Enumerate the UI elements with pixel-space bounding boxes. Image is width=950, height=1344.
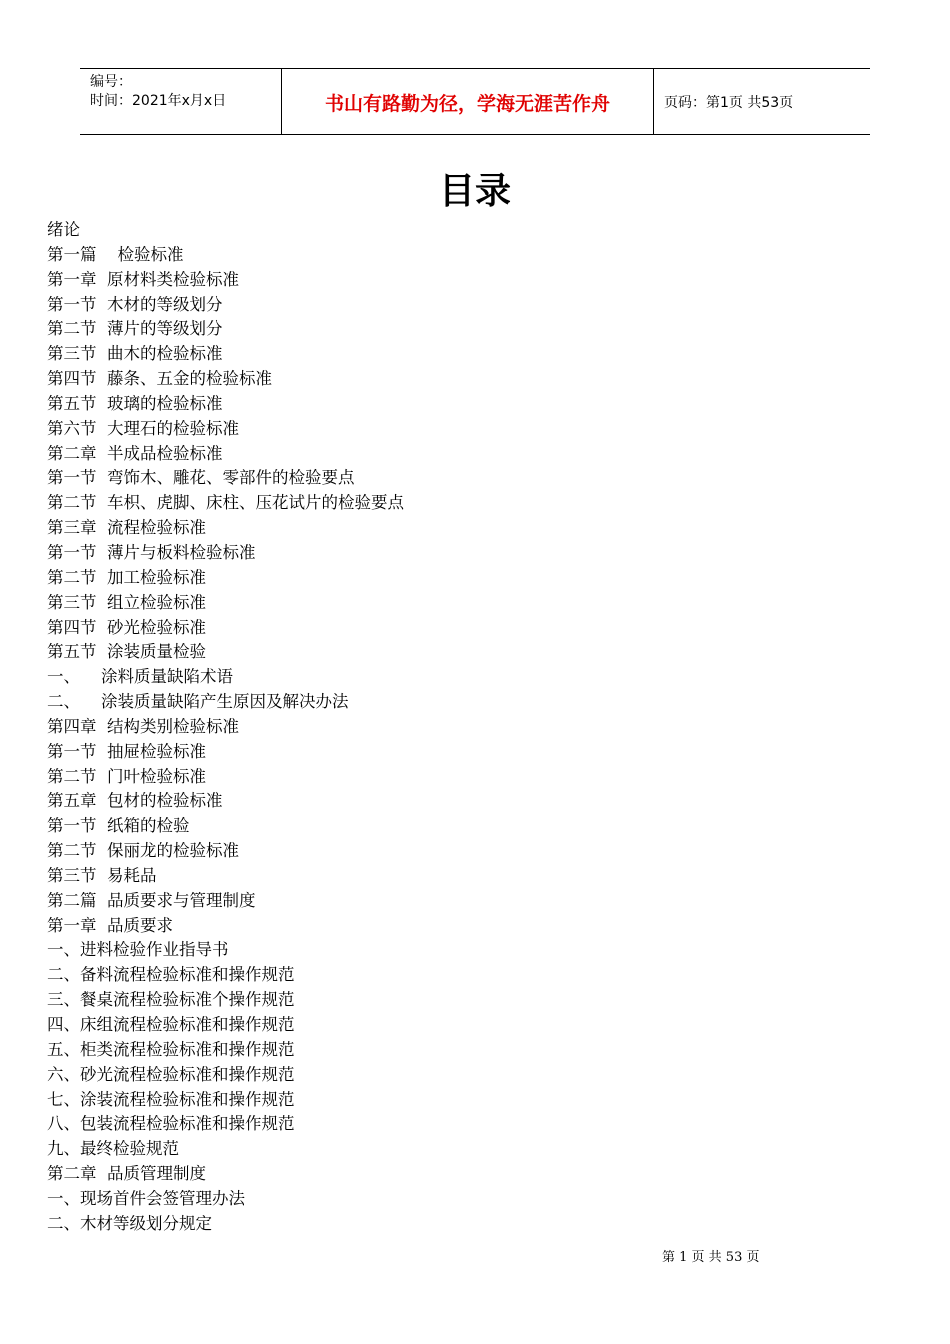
toc-entry: 第一章 品质要求 bbox=[47, 915, 173, 935]
page-title: 目录 bbox=[438, 171, 511, 212]
toc-entry: 第四节 砂光检验标准 bbox=[47, 617, 206, 637]
header-slogan: 书山有路勤为径，学海无涯苦作舟 bbox=[281, 69, 654, 134]
toc-entry: 五、柜类流程检验标准和操作规范 bbox=[47, 1039, 295, 1059]
toc-entry: 一、进料检验作业指导书 bbox=[47, 940, 229, 960]
toc-entry: 三、餐桌流程检验标准个操作规范 bbox=[47, 990, 295, 1010]
toc-entry: 第一节 弯饰木、雕花、零部件的检验要点 bbox=[47, 468, 355, 488]
toc-entry: 第二节 加工检验标准 bbox=[47, 567, 206, 587]
toc-entry: 第四节 藤条、五金的检验标准 bbox=[47, 369, 272, 389]
toc-entry: 第三节 易耗品 bbox=[47, 865, 157, 885]
header-info-cell bbox=[80, 69, 281, 134]
toc-entry: 二、 涂装质量缺陷产生原因及解决办法 bbox=[47, 692, 349, 712]
toc-entry: 第二节 薄片的等级划分 bbox=[47, 319, 223, 339]
toc-entry: 二、木材等级划分规定 bbox=[47, 1213, 212, 1233]
document-date-label: 时间：2021年x月x日 bbox=[90, 93, 227, 109]
header-page-code: 页码：第1页 共53页 bbox=[664, 94, 794, 111]
toc-entry: 六、砂光流程检验标准和操作规范 bbox=[47, 1064, 295, 1084]
toc-entry: 四、床组流程检验标准和操作规范 bbox=[47, 1015, 295, 1034]
table-of-contents bbox=[47, 218, 887, 1237]
toc-entry: 第一节 抽屉检验标准 bbox=[47, 741, 206, 761]
toc-entry: 第一节 木材的等级划分 bbox=[47, 294, 223, 314]
document-number-label: 编号： bbox=[90, 74, 132, 90]
toc-entry: 第五节 涂装质量检验 bbox=[47, 642, 206, 662]
toc-entry: 八、包装流程检验标准和操作规范 bbox=[47, 1114, 295, 1134]
toc-entry: 第三章 流程检验标准 bbox=[47, 518, 206, 538]
toc-entry: 绪论 bbox=[47, 220, 80, 239]
toc-entry: 第一节 纸箱的检验 bbox=[47, 816, 190, 836]
toc-entry: 第五章 包材的检验标准 bbox=[47, 791, 223, 811]
toc-entry: 第五节 玻璃的检验标准 bbox=[47, 393, 223, 413]
toc-entry: 第二节 保丽龙的检验标准 bbox=[47, 841, 239, 861]
toc-entry: 第一节 薄片与板料检验标准 bbox=[47, 542, 256, 562]
toc-entry: 九、最终检验规范 bbox=[47, 1139, 179, 1159]
toc-entry: 第二篇 品质要求与管理制度 bbox=[47, 890, 256, 910]
toc-entry: 七、涂装流程检验标准和操作规范 bbox=[47, 1089, 295, 1109]
toc-entry: 一、现场首件会签管理办法 bbox=[47, 1188, 245, 1208]
toc-entry: 第一篇 检验标准 bbox=[47, 244, 184, 264]
toc-entry: 第三节 组立检验标准 bbox=[47, 592, 206, 612]
toc-entry: 第二节 门叶检验标准 bbox=[47, 766, 206, 786]
toc-entry: 第一章 原材料类检验标准 bbox=[47, 269, 239, 289]
toc-entry: 第二节 车枳、虎脚、床柱、压花试片的检验要点 bbox=[47, 493, 404, 513]
toc-entry: 第三节 曲木的检验标准 bbox=[47, 344, 223, 364]
toc-entry: 一、 涂料质量缺陷术语 bbox=[47, 667, 233, 687]
page-header bbox=[80, 68, 870, 135]
page-footer: 第 1 页 共 53 页 bbox=[662, 1250, 760, 1265]
toc-entry: 第四章 结构类别检验标准 bbox=[47, 716, 239, 736]
toc-entry: 第六节 大理石的检验标准 bbox=[47, 418, 239, 438]
toc-entry: 二、备料流程检验标准和操作规范 bbox=[47, 965, 295, 985]
toc-entry: 第二章 半成品检验标准 bbox=[47, 443, 223, 463]
toc-entry: 第二章 品质管理制度 bbox=[47, 1164, 206, 1184]
